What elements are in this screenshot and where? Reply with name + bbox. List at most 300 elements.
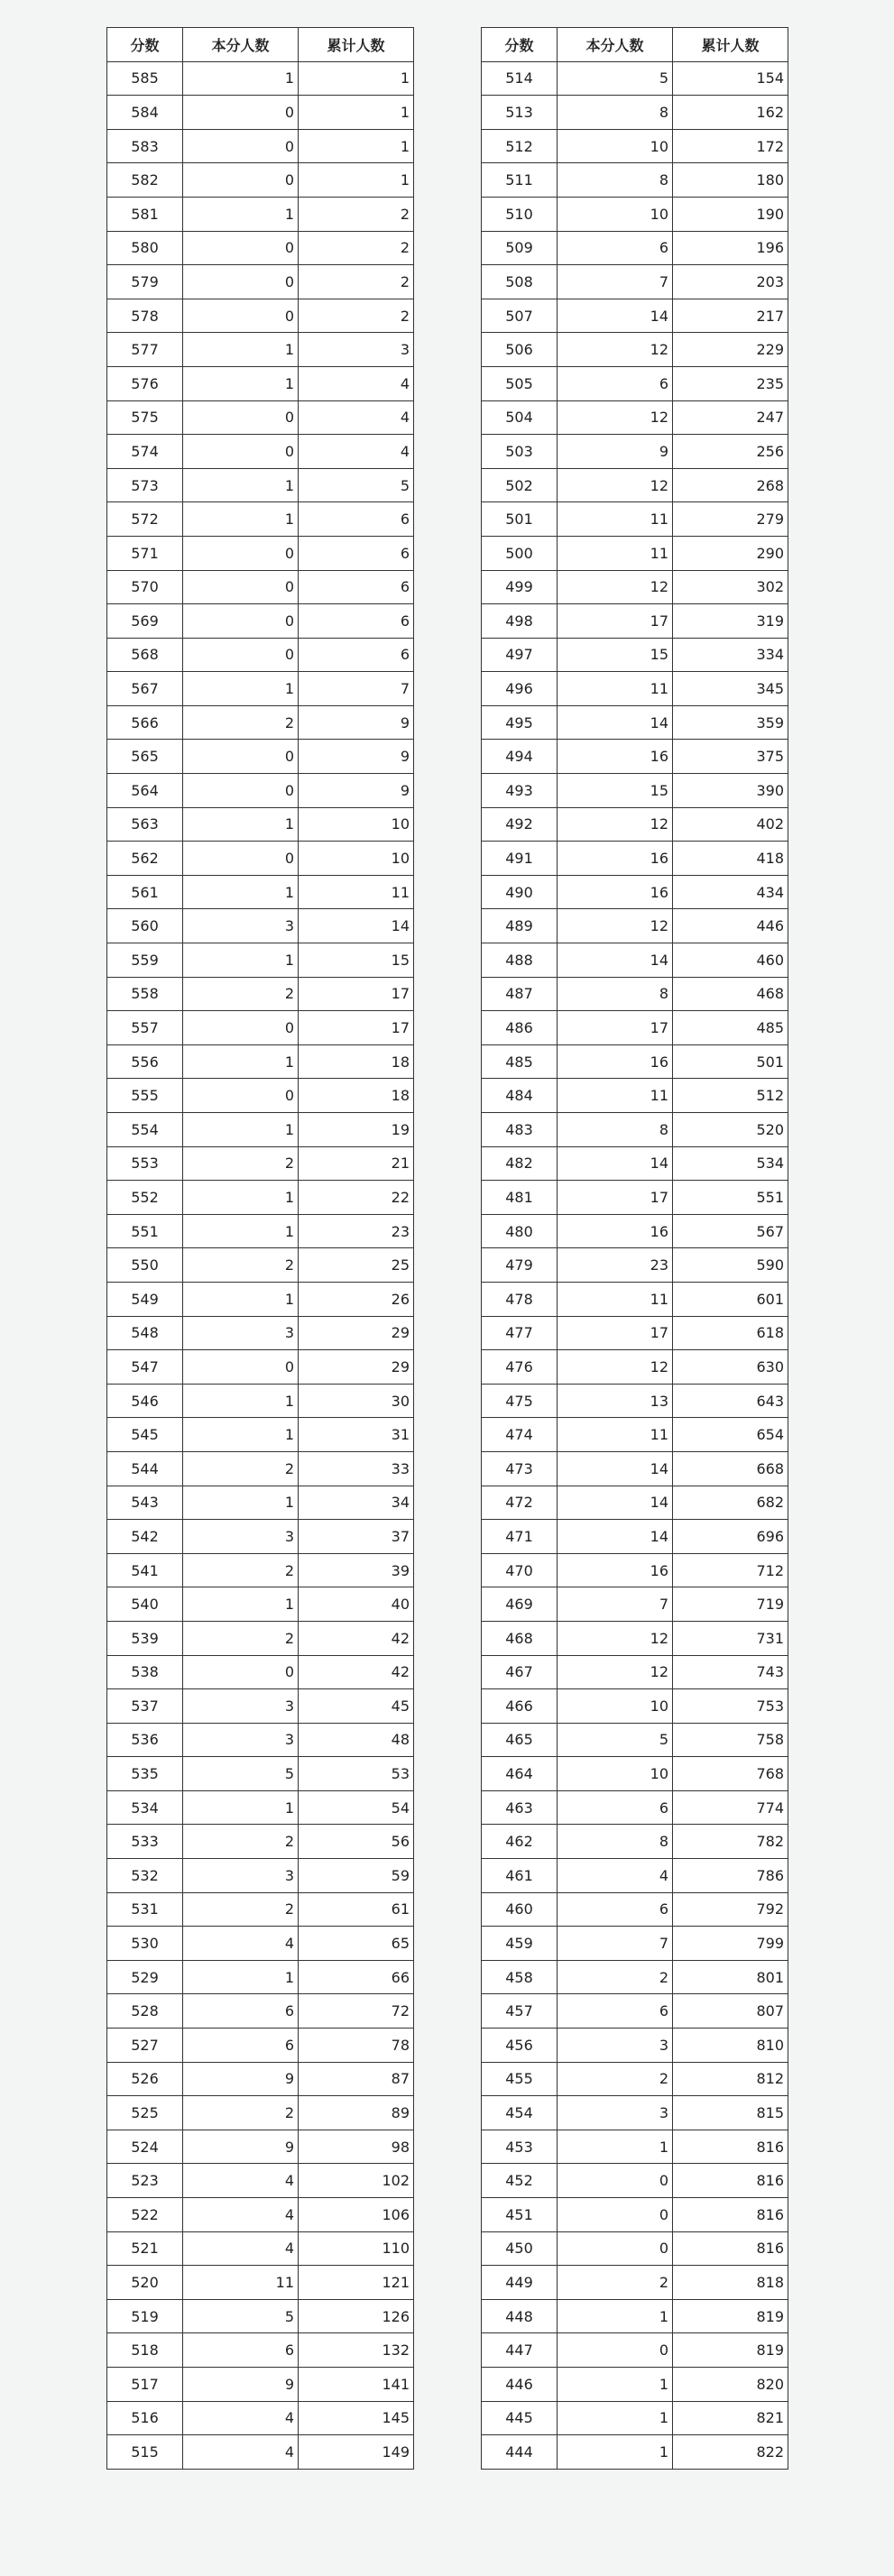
cumulative-cell: 235: [673, 366, 788, 400]
cumulative-cell: 668: [673, 1451, 788, 1486]
score-cell: 532: [107, 1859, 183, 1893]
score-cell: 460: [482, 1892, 558, 1927]
table-row: [482, 2266, 788, 2300]
table-row: [107, 2266, 414, 2300]
cumulative-cell: 601: [673, 1282, 788, 1316]
count-cell: 2: [183, 1621, 299, 1655]
score-cell: 447: [482, 2333, 558, 2368]
cumulative-cell: 61: [299, 1892, 414, 1927]
cumulative-cell: 162: [673, 96, 788, 130]
score-cell: 455: [482, 2062, 558, 2096]
count-cell: 5: [558, 61, 673, 96]
score-cell: 484: [482, 1079, 558, 1113]
count-cell: 1: [183, 61, 299, 96]
table-row: [107, 1350, 414, 1385]
count-cell: 0: [183, 774, 299, 808]
score-cell: 518: [107, 2333, 183, 2368]
count-cell: 6: [558, 1994, 673, 2029]
score-cell: 582: [107, 163, 183, 198]
count-cell: 6: [183, 2029, 299, 2063]
cumulative-cell: 319: [673, 604, 788, 639]
cumulative-cell: 18: [299, 1079, 414, 1113]
cumulative-cell: 4: [299, 435, 414, 469]
cumulative-cell: 66: [299, 1960, 414, 1994]
score-cell: 537: [107, 1689, 183, 1724]
table-row: [107, 1079, 414, 1113]
cumulative-cell: 786: [673, 1859, 788, 1893]
count-cell: 2: [183, 705, 299, 740]
table-row: [482, 1451, 788, 1486]
score-cell: 578: [107, 299, 183, 333]
score-cell: 501: [482, 502, 558, 537]
cumulative-cell: 268: [673, 468, 788, 502]
score-cell: 505: [482, 366, 558, 400]
cumulative-cell: 18: [299, 1044, 414, 1079]
score-cell: 492: [482, 807, 558, 842]
score-cell: 494: [482, 740, 558, 774]
count-cell: 1: [183, 1486, 299, 1520]
score-cell: 524: [107, 2130, 183, 2164]
table-row: [107, 774, 414, 808]
count-cell: 23: [558, 1248, 673, 1283]
count-cell: 12: [558, 570, 673, 604]
count-cell: 15: [558, 638, 673, 672]
table-row: [107, 1418, 414, 1452]
table-row: [107, 129, 414, 163]
table-row: [107, 1960, 414, 1994]
score-cell: 533: [107, 1825, 183, 1859]
cumulative-cell: 812: [673, 2062, 788, 2096]
count-cell: 7: [558, 265, 673, 299]
table-row: [482, 842, 788, 876]
count-cell: 0: [183, 163, 299, 198]
cumulative-cell: 2: [299, 197, 414, 231]
score-cell: 510: [482, 197, 558, 231]
table-row: [482, 2164, 788, 2198]
count-cell: 1: [183, 943, 299, 978]
score-cell: 514: [482, 61, 558, 96]
table-row: [107, 672, 414, 706]
cumulative-cell: 618: [673, 1316, 788, 1350]
cumulative-cell: 418: [673, 842, 788, 876]
score-cell: 512: [482, 129, 558, 163]
table-row: [107, 842, 414, 876]
table-row: [107, 1486, 414, 1520]
count-cell: 3: [558, 2029, 673, 2063]
count-cell: 0: [183, 740, 299, 774]
score-cell: 522: [107, 2198, 183, 2232]
header-row: [107, 28, 414, 62]
cumulative-cell: 816: [673, 2130, 788, 2164]
score-cell: 480: [482, 1214, 558, 1248]
score-cell: 558: [107, 977, 183, 1011]
table-row: [482, 1825, 788, 1859]
count-cell: 1: [183, 1181, 299, 1215]
count-cell: 1: [183, 1384, 299, 1418]
cumulative-cell: 19: [299, 1113, 414, 1147]
score-cell: 579: [107, 265, 183, 299]
cumulative-cell: 4: [299, 366, 414, 400]
cumulative-cell: 87: [299, 2062, 414, 2096]
score-cell: 550: [107, 1248, 183, 1283]
count-cell: 1: [183, 1418, 299, 1452]
score-cell: 476: [482, 1350, 558, 1385]
table-row: [482, 1146, 788, 1181]
cumulative-cell: 9: [299, 705, 414, 740]
score-cell: 474: [482, 1418, 558, 1452]
score-cell: 566: [107, 705, 183, 740]
cumulative-cell: 106: [299, 2198, 414, 2232]
score-cell: 479: [482, 1248, 558, 1283]
table-row: [107, 231, 414, 265]
score-cell: 490: [482, 875, 558, 909]
cumulative-cell: 217: [673, 299, 788, 333]
count-cell: 4: [183, 2164, 299, 2198]
table-row: [482, 774, 788, 808]
count-cell: 3: [558, 2096, 673, 2130]
table-row: [482, 1044, 788, 1079]
score-cell: 544: [107, 1451, 183, 1486]
table-row: [107, 1825, 414, 1859]
table-row: [482, 1859, 788, 1893]
score-cell: 451: [482, 2198, 558, 2232]
score-cell: 541: [107, 1553, 183, 1587]
count-cell: 0: [183, 435, 299, 469]
count-cell: 2: [183, 1451, 299, 1486]
score-cell: 576: [107, 366, 183, 400]
table-row: [482, 570, 788, 604]
count-cell: 4: [183, 2401, 299, 2435]
count-cell: 2: [183, 977, 299, 1011]
table-row: [107, 197, 414, 231]
score-cell: 499: [482, 570, 558, 604]
score-cell: 458: [482, 1960, 558, 1994]
score-cell: 571: [107, 536, 183, 570]
table-row: [107, 1994, 414, 2029]
table-row: [482, 366, 788, 400]
cumulative-cell: 815: [673, 2096, 788, 2130]
count-cell: 15: [558, 774, 673, 808]
score-cell: 536: [107, 1723, 183, 1757]
score-cell: 535: [107, 1757, 183, 1791]
score-cell: 562: [107, 842, 183, 876]
cumulative-cell: 359: [673, 705, 788, 740]
score-cell: 530: [107, 1927, 183, 1961]
cumulative-cell: 40: [299, 1587, 414, 1622]
table-row: [482, 1113, 788, 1147]
count-cell: 16: [558, 842, 673, 876]
table-row: [107, 909, 414, 943]
table-row: [107, 1553, 414, 1587]
cumulative-cell: 21: [299, 1146, 414, 1181]
score-cell: 520: [107, 2266, 183, 2300]
cumulative-cell: 30: [299, 1384, 414, 1418]
score-cell: 466: [482, 1689, 558, 1724]
table-row: [482, 604, 788, 639]
cumulative-cell: 1: [299, 96, 414, 130]
cumulative-cell: 25: [299, 1248, 414, 1283]
table-row: [482, 705, 788, 740]
count-cell: 14: [558, 1486, 673, 1520]
cumulative-cell: 712: [673, 1553, 788, 1587]
score-cell: 515: [107, 2435, 183, 2470]
table-row: [107, 807, 414, 842]
table-row: [482, 2029, 788, 2063]
cumulative-cell: 65: [299, 1927, 414, 1961]
cumulative-cell: 247: [673, 400, 788, 435]
table-row: [107, 1181, 414, 1215]
count-cell: 5: [183, 2299, 299, 2333]
cumulative-cell: 29: [299, 1350, 414, 1385]
count-cell: 8: [558, 977, 673, 1011]
cumulative-cell: 807: [673, 1994, 788, 2029]
count-cell: 2: [558, 2062, 673, 2096]
count-cell: 3: [183, 909, 299, 943]
cumulative-cell: 279: [673, 502, 788, 537]
count-cell: 12: [558, 468, 673, 502]
score-cell: 583: [107, 129, 183, 163]
cumulative-cell: 753: [673, 1689, 788, 1724]
score-cell: 543: [107, 1486, 183, 1520]
cumulative-cell: 520: [673, 1113, 788, 1147]
cumulative-cell: 816: [673, 2198, 788, 2232]
table-row: [107, 1587, 414, 1622]
count-cell: 0: [558, 2333, 673, 2368]
table-row: [107, 1927, 414, 1961]
count-cell: 14: [558, 299, 673, 333]
cumulative-cell: 567: [673, 1214, 788, 1248]
cumulative-cell: 551: [673, 1181, 788, 1215]
count-cell: 9: [558, 435, 673, 469]
count-cell: 6: [558, 366, 673, 400]
score-cell: 489: [482, 909, 558, 943]
table-row: [482, 2130, 788, 2164]
score-cell: 461: [482, 1859, 558, 1893]
cumulative-cell: 37: [299, 1520, 414, 1554]
score-cell: 534: [107, 1790, 183, 1825]
count-cell: 1: [183, 1113, 299, 1147]
score-cell: 482: [482, 1146, 558, 1181]
count-cell: 0: [183, 299, 299, 333]
table-row: [107, 875, 414, 909]
cumulative-cell: 10: [299, 842, 414, 876]
count-cell: 5: [183, 1757, 299, 1791]
table-row: [107, 638, 414, 672]
cumulative-cell: 126: [299, 2299, 414, 2333]
count-cell: 2: [183, 1553, 299, 1587]
table-row: [482, 1350, 788, 1385]
table-row: [482, 1248, 788, 1283]
count-cell: 3: [183, 1859, 299, 1893]
table-row: [482, 400, 788, 435]
cumulative-cell: 17: [299, 1011, 414, 1045]
cumulative-cell: 731: [673, 1621, 788, 1655]
count-cell: 17: [558, 1011, 673, 1045]
cumulative-cell: 45: [299, 1689, 414, 1724]
cumulative-cell: 290: [673, 536, 788, 570]
count-cell: 1: [183, 1790, 299, 1825]
cumulative-cell: 446: [673, 909, 788, 943]
table-row: [107, 740, 414, 774]
cumulative-cell: 774: [673, 1790, 788, 1825]
score-cell: 568: [107, 638, 183, 672]
table-row: [107, 2096, 414, 2130]
cumulative-cell: 39: [299, 1553, 414, 1587]
score-cell: 477: [482, 1316, 558, 1350]
count-cell: 1: [183, 807, 299, 842]
count-cell: 12: [558, 909, 673, 943]
score-cell: 481: [482, 1181, 558, 1215]
table-row: [107, 536, 414, 570]
score-cell: 548: [107, 1316, 183, 1350]
count-cell: 0: [183, 1655, 299, 1689]
cumulative-cell: 6: [299, 604, 414, 639]
cumulative-cell: 810: [673, 2029, 788, 2063]
count-cell: 2: [183, 1825, 299, 1859]
score-cell: 526: [107, 2062, 183, 2096]
table-row: [107, 2164, 414, 2198]
cumulative-cell: 819: [673, 2333, 788, 2368]
cumulative-cell: 154: [673, 61, 788, 96]
score-cell: 500: [482, 536, 558, 570]
table-row: [482, 1960, 788, 1994]
table-row: [482, 875, 788, 909]
cumulative-cell: 682: [673, 1486, 788, 1520]
cumulative-cell: 23: [299, 1214, 414, 1248]
count-cell: 12: [558, 1655, 673, 1689]
count-cell: 0: [183, 842, 299, 876]
score-cell: 585: [107, 61, 183, 96]
cumulative-cell: 15: [299, 943, 414, 978]
cumulative-cell: 78: [299, 2029, 414, 2063]
count-cell: 13: [558, 1384, 673, 1418]
cumulative-cell: 5: [299, 468, 414, 502]
cumulative-cell: 654: [673, 1418, 788, 1452]
cumulative-cell: 132: [299, 2333, 414, 2368]
table-row: [482, 435, 788, 469]
table-row: [107, 435, 414, 469]
count-cell: 11: [183, 2266, 299, 2300]
cumulative-cell: 768: [673, 1757, 788, 1791]
score-cell: 575: [107, 400, 183, 435]
table-row: [107, 943, 414, 978]
cumulative-cell: 229: [673, 333, 788, 367]
count-cell: 1: [183, 1587, 299, 1622]
cumulative-cell: 141: [299, 2367, 414, 2401]
table-row: [482, 807, 788, 842]
count-cell: 4: [183, 2435, 299, 2470]
count-cell: 1: [558, 2401, 673, 2435]
cumulative-cell: 434: [673, 875, 788, 909]
count-cell: 8: [558, 1825, 673, 1859]
cumulative-cell: 59: [299, 1859, 414, 1893]
cumulative-cell: 102: [299, 2164, 414, 2198]
score-cell: 446: [482, 2367, 558, 2401]
table-row: [107, 604, 414, 639]
cumulative-cell: 149: [299, 2435, 414, 2470]
score-cell: 557: [107, 1011, 183, 1045]
cumulative-cell: 821: [673, 2401, 788, 2435]
score-cell: 478: [482, 1282, 558, 1316]
count-cell: 1: [183, 875, 299, 909]
count-cell: 5: [558, 1723, 673, 1757]
table-row: [482, 1757, 788, 1791]
score-cell: 475: [482, 1384, 558, 1418]
score-cell: 517: [107, 2367, 183, 2401]
header-row: [482, 28, 788, 62]
score-cell: 570: [107, 570, 183, 604]
table-row: [107, 2231, 414, 2266]
score-cell: 559: [107, 943, 183, 978]
cumulative-cell: 302: [673, 570, 788, 604]
cumulative-cell: 390: [673, 774, 788, 808]
table-row: [482, 740, 788, 774]
table-row: [482, 2198, 788, 2232]
count-cell: 16: [558, 1553, 673, 1587]
table-row: [107, 96, 414, 130]
score-cell: 581: [107, 197, 183, 231]
table-row: [482, 333, 788, 367]
count-cell: 2: [558, 2266, 673, 2300]
cumulative-cell: 819: [673, 2299, 788, 2333]
count-cell: 3: [183, 1689, 299, 1724]
count-cell: 8: [558, 1113, 673, 1147]
table-row: [107, 2435, 414, 2470]
count-cell: 1: [183, 197, 299, 231]
cumulative-cell: 6: [299, 502, 414, 537]
table-row: [482, 2367, 788, 2401]
table-row: [482, 1927, 788, 1961]
table-row: [482, 2401, 788, 2435]
count-cell: 9: [183, 2130, 299, 2164]
cumulative-cell: 801: [673, 1960, 788, 1994]
count-cell: 16: [558, 740, 673, 774]
count-cell: 17: [558, 1316, 673, 1350]
table-row: [107, 1451, 414, 1486]
score-cell: 449: [482, 2266, 558, 2300]
header-score: 分数: [482, 28, 558, 62]
table-row: [107, 163, 414, 198]
table-row: [482, 2435, 788, 2470]
score-cell: 498: [482, 604, 558, 639]
score-cell: 584: [107, 96, 183, 130]
count-cell: 3: [183, 1520, 299, 1554]
count-cell: 3: [183, 1316, 299, 1350]
score-cell: 450: [482, 2231, 558, 2266]
table-row: [482, 1316, 788, 1350]
table-row: [482, 2096, 788, 2130]
count-cell: 4: [183, 2198, 299, 2232]
table-row: [482, 1418, 788, 1452]
cumulative-cell: 782: [673, 1825, 788, 1859]
score-cell: 565: [107, 740, 183, 774]
table-row: [482, 1181, 788, 1215]
table-row: [482, 1214, 788, 1248]
score-cell: 486: [482, 1011, 558, 1045]
score-cell: 506: [482, 333, 558, 367]
count-cell: 7: [558, 1587, 673, 1622]
score-cell: 540: [107, 1587, 183, 1622]
count-cell: 14: [558, 1520, 673, 1554]
cumulative-cell: 172: [673, 129, 788, 163]
count-cell: 0: [183, 1079, 299, 1113]
table-row: [482, 909, 788, 943]
header-count: 本分人数: [558, 28, 673, 62]
table-row: [107, 705, 414, 740]
count-cell: 1: [183, 1044, 299, 1079]
score-cell: 469: [482, 1587, 558, 1622]
cumulative-cell: 42: [299, 1655, 414, 1689]
